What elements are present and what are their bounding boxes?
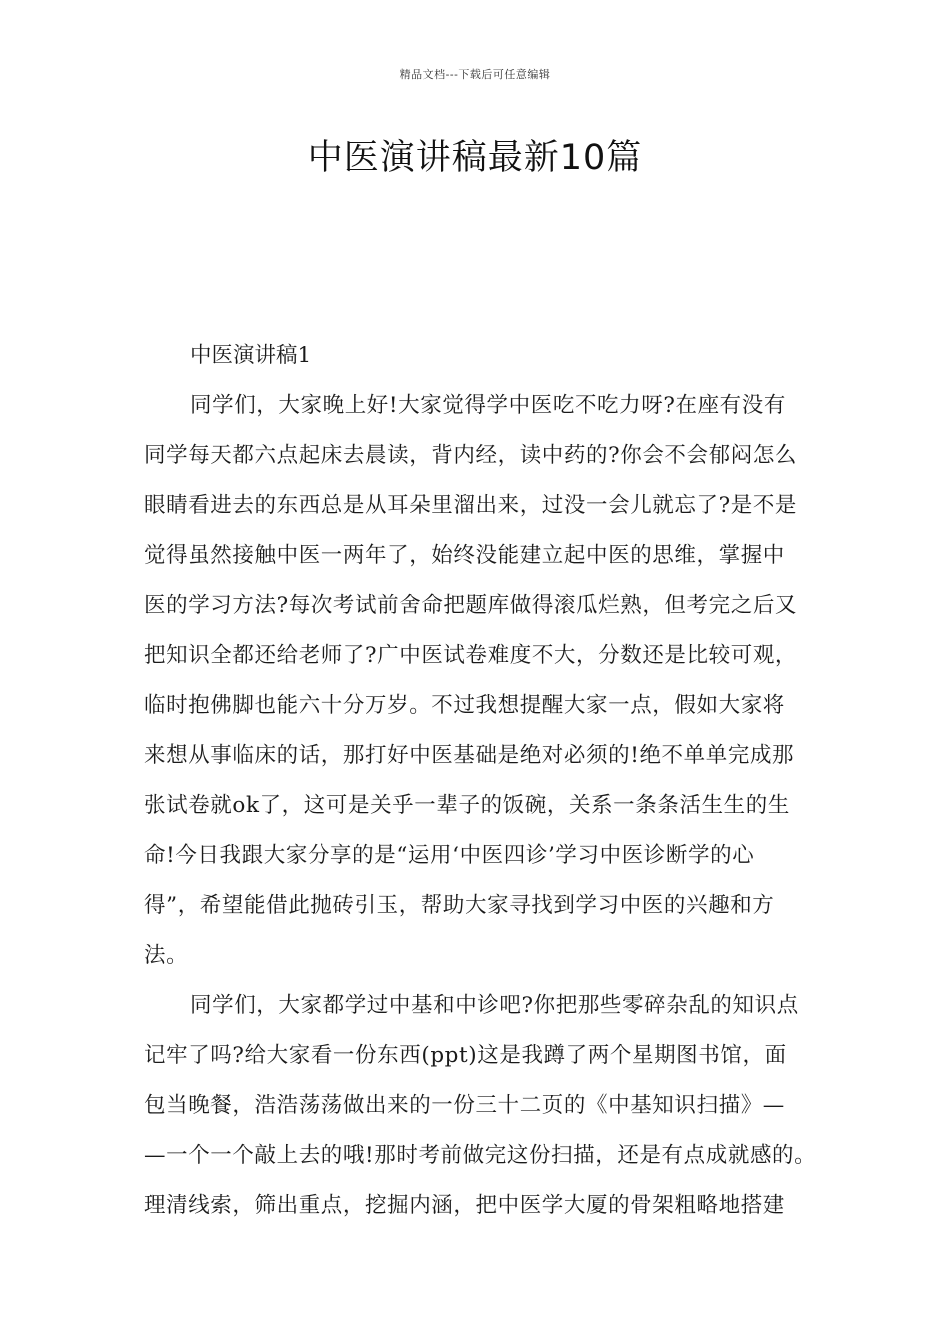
text-line: 同学们，大家晚上好!大家觉得学中医吃不吃力呀?在座有没有 [190,393,786,418]
text-line: 张试卷就ok了，这可是关乎一辈子的饭碗，关系一条条活生生的生 [144,793,790,818]
header-note: 精品文档---下载后可任意编辑 [399,68,551,81]
text-line: 得”，希望能借此抛砖引玉，帮助大家寻找到学习中医的兴趣和方 [144,893,775,918]
text-line: 命!今日我跟大家分享的是“运用‘中医四诊’学习中医诊断学的心 [144,843,755,868]
paragraph-2 [144,981,817,1231]
text-line: 把知识全都还给老师了?广中医试卷难度不大，分数还是比较可观， [144,643,798,668]
text-line: 包当晚餐，浩浩荡荡做出来的一份三十二页的《中基知识扫描》— [144,1093,785,1118]
paragraph-1 [144,381,810,981]
text-line: 觉得虽然接触中医一两年了，始终没能建立起中医的思维，掌握中 [144,543,785,568]
text-line: 来想从事临床的话，那打好中医基础是绝对必须的!绝不单单完成那 [144,743,795,768]
text-line: 同学每天都六点起床去晨读，背内经，读中药的?你会不会郁闷怎么 [144,443,798,468]
text-line: —一个一个敲上去的哦!那时考前做完这份扫描，还是有点成就感的。 [144,1143,817,1168]
text-line: 同学们，大家都学过中基和中诊吧?你把那些零碎杂乱的知识点 [190,993,799,1018]
text-line: 法。 [144,943,189,968]
document-title: 中医演讲稿最新10篇 [307,138,643,178]
section-heading: 中医演讲稿1 [190,343,312,368]
text-line: 医的学习方法?每次考试前舍命把题库做得滚瓜烂熟，但考完之后又 [144,593,798,618]
text-line: 眼睛看进去的东西总是从耳朵里溜出来，过没一会儿就忘了?是不是 [144,493,798,518]
document-body [144,331,817,1231]
text-line: 记牢了吗?给大家看一份东西(ppt)这是我蹲了两个星期图书馆，面 [144,1043,787,1068]
text-line: 临时抱佛脚也能六十分万岁。不过我想提醒大家一点，假如大家将 [144,693,785,718]
text-line: 理清线索，筛出重点，挖掘内涵，把中医学大厦的骨架粗略地搭建 [144,1193,785,1218]
